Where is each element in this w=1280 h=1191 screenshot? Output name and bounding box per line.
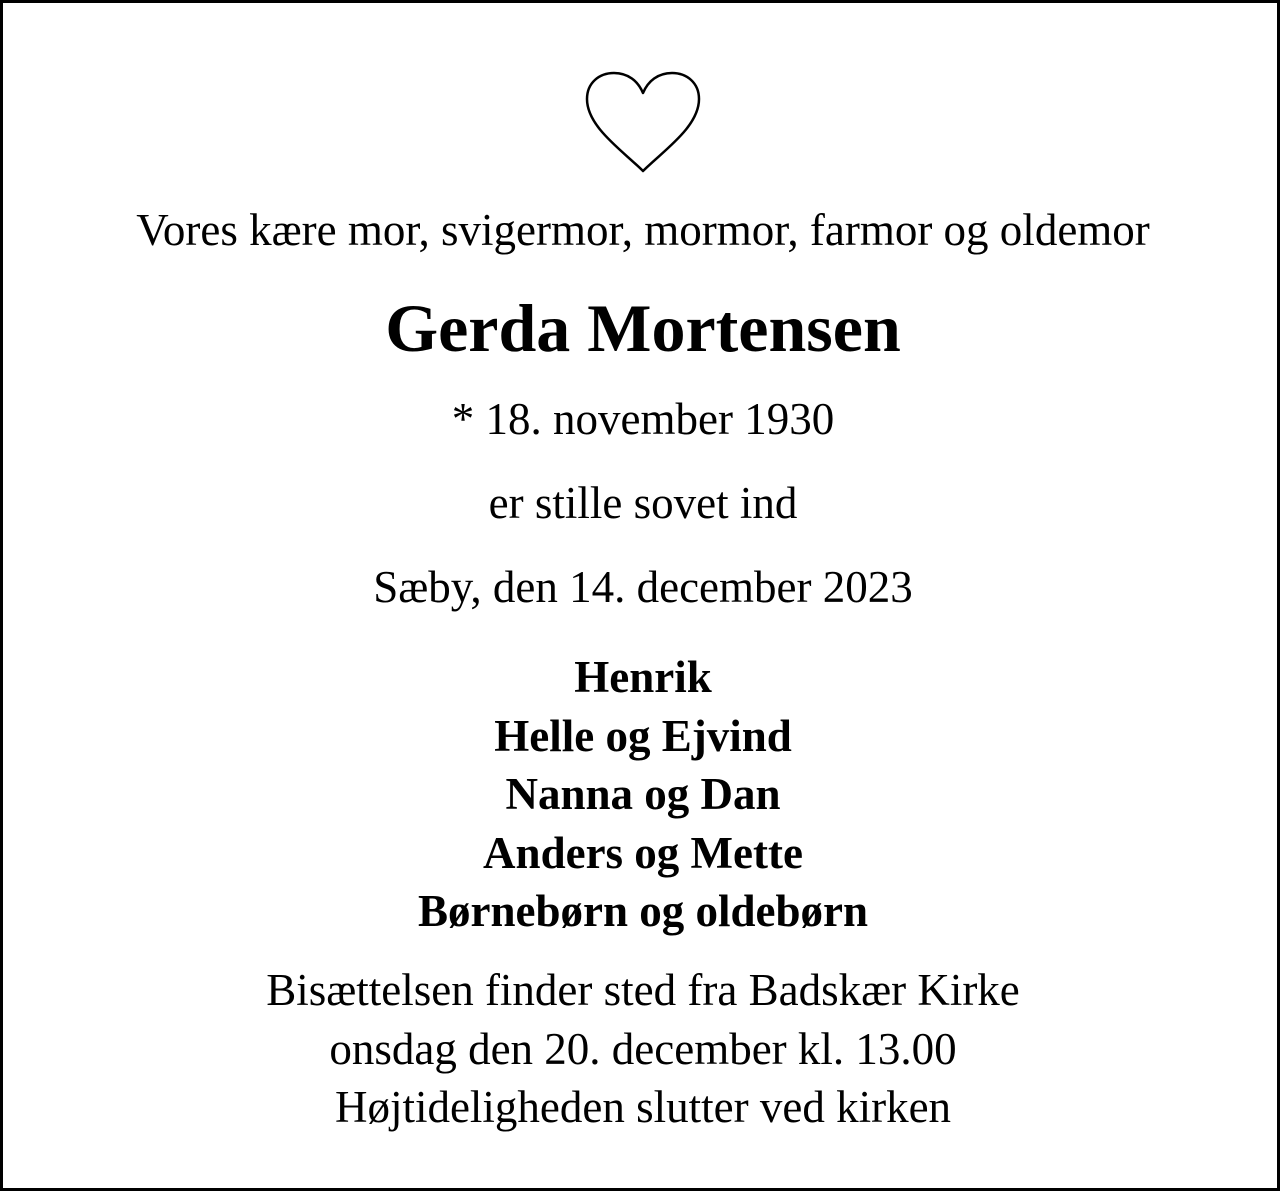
family-list xyxy=(3,648,1280,941)
funeral-details xyxy=(3,961,1280,1137)
family-member: Anders og Mette xyxy=(483,827,803,878)
funeral-time: onsdag den 20. december kl. 13.00 xyxy=(329,1023,957,1074)
intro-text: Vores kære mor, svigermor, mormor, farmor og oldemor xyxy=(136,205,1150,255)
birth-date: * 18. november 1930 xyxy=(451,394,835,444)
family-member: Nanna og Dan xyxy=(505,769,781,819)
passed-away-text: er stille sovet ind xyxy=(488,478,798,528)
family-member: Børnebørn og oldebørn xyxy=(417,886,869,936)
family-member: Henrik xyxy=(574,652,712,702)
family-member: Helle og Ejvind xyxy=(494,710,792,761)
heart-icon xyxy=(583,69,703,173)
funeral-note: Højtideligheden slutter ved kirken xyxy=(334,1082,952,1132)
place-and-date-of-death: Sæby, den 14. december 2023 xyxy=(373,562,913,612)
funeral-location: Bisættelsen finder sted fra Badskær Kirke xyxy=(266,965,1020,1015)
deceased-name: Gerda Mortensen xyxy=(385,290,901,366)
